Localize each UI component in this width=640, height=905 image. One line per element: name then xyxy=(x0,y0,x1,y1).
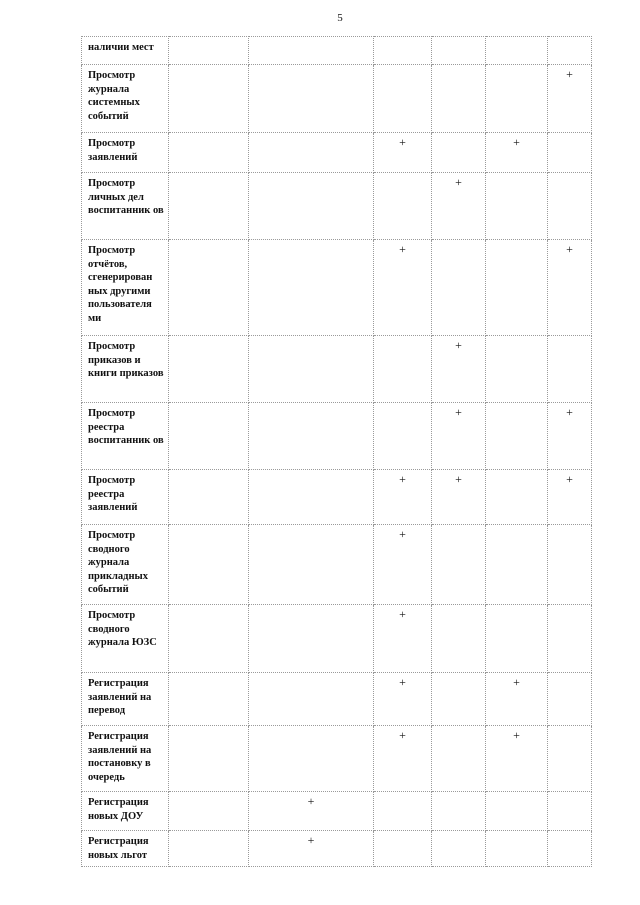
permission-cell xyxy=(169,831,249,867)
permission-cell xyxy=(249,605,374,673)
table-row xyxy=(82,673,592,726)
permission-cell xyxy=(548,37,592,65)
permission-cell: + xyxy=(374,726,432,792)
permission-cell xyxy=(169,133,249,173)
permission-cell xyxy=(432,792,486,831)
table-row xyxy=(82,173,592,240)
permission-cell xyxy=(374,336,432,403)
permission-cell xyxy=(432,726,486,792)
permission-cell xyxy=(249,403,374,470)
table-row xyxy=(82,403,592,470)
permission-cell: + xyxy=(374,470,432,525)
permission-cell xyxy=(486,173,548,240)
permission-cell xyxy=(548,673,592,726)
permission-cell xyxy=(169,726,249,792)
permission-cell: + xyxy=(486,673,548,726)
permission-cell xyxy=(548,525,592,605)
row-name: Регистрация новых ДОУ xyxy=(82,792,169,831)
table-row xyxy=(82,470,592,525)
row-name: Просмотр личных дел воспитанник ов xyxy=(82,173,169,240)
permission-cell xyxy=(432,133,486,173)
permission-cell xyxy=(432,673,486,726)
permission-cell xyxy=(249,240,374,336)
permission-cell xyxy=(169,336,249,403)
permission-cell xyxy=(249,726,374,792)
permission-cell xyxy=(486,831,548,867)
row-name: Просмотр сводного журнала ЮЗС xyxy=(82,605,169,673)
permission-cell xyxy=(249,133,374,173)
permission-cell: + xyxy=(548,240,592,336)
permission-cell xyxy=(486,37,548,65)
permission-cell xyxy=(249,65,374,133)
permission-cell xyxy=(374,37,432,65)
permission-cell xyxy=(169,525,249,605)
permission-cell xyxy=(249,173,374,240)
row-name: Регистрация заявлений на перевод xyxy=(82,673,169,726)
permission-cell xyxy=(169,37,249,65)
permission-cell xyxy=(486,605,548,673)
permission-cell xyxy=(249,673,374,726)
permission-cell xyxy=(486,470,548,525)
permission-cell xyxy=(169,470,249,525)
row-name: Просмотр приказов и книги приказов xyxy=(82,336,169,403)
permission-cell: + xyxy=(374,605,432,673)
permission-cell: + xyxy=(432,336,486,403)
table-row xyxy=(82,831,592,867)
permission-cell xyxy=(374,403,432,470)
permission-cell xyxy=(249,37,374,65)
permission-cell xyxy=(432,65,486,133)
permission-cell: + xyxy=(486,133,548,173)
permission-cell xyxy=(374,792,432,831)
permission-cell xyxy=(169,403,249,470)
table-row xyxy=(82,65,592,133)
row-name: наличии мест xyxy=(82,37,169,65)
permission-cell xyxy=(548,173,592,240)
permission-cell xyxy=(486,403,548,470)
permission-cell xyxy=(169,673,249,726)
permission-cell: + xyxy=(548,470,592,525)
permission-cell xyxy=(432,605,486,673)
table-row xyxy=(82,605,592,673)
permission-cell: + xyxy=(374,240,432,336)
permission-cell: + xyxy=(249,792,374,831)
row-name: Просмотр сводного журнала прикладных событий xyxy=(82,525,169,605)
permission-cell xyxy=(432,240,486,336)
permission-cell xyxy=(249,470,374,525)
permission-cell: + xyxy=(374,525,432,605)
permission-cell xyxy=(169,65,249,133)
permission-cell: + xyxy=(432,173,486,240)
table-row xyxy=(82,792,592,831)
permission-cell: + xyxy=(432,470,486,525)
permission-cell xyxy=(486,792,548,831)
permission-cell xyxy=(374,831,432,867)
permission-cell xyxy=(432,525,486,605)
permission-cell xyxy=(486,525,548,605)
row-name: Регистрация заявлений на постановку в очередь xyxy=(82,726,169,792)
permission-cell xyxy=(548,336,592,403)
permission-cell xyxy=(548,133,592,173)
permission-cell xyxy=(169,792,249,831)
table-row xyxy=(82,133,592,173)
row-name: Просмотр отчётов, сгенерирован ных другими пользователя ми xyxy=(82,240,169,336)
permission-cell xyxy=(548,726,592,792)
row-name: Просмотр журнала системных событий xyxy=(82,65,169,133)
row-name: Просмотр реестра заявлений xyxy=(82,470,169,525)
permission-cell: + xyxy=(374,673,432,726)
permission-cell xyxy=(486,65,548,133)
permission-cell xyxy=(548,831,592,867)
permission-cell xyxy=(169,605,249,673)
permission-cell xyxy=(548,792,592,831)
row-name: Просмотр реестра воспитанник ов xyxy=(82,403,169,470)
permission-cell xyxy=(432,831,486,867)
permission-cell xyxy=(374,65,432,133)
table-row xyxy=(82,37,592,65)
permission-cell: + xyxy=(249,831,374,867)
permission-cell: + xyxy=(486,726,548,792)
permission-cell xyxy=(249,336,374,403)
row-name: Регистрация новых льгот xyxy=(82,831,169,867)
row-name: Просмотр заявлений xyxy=(82,133,169,173)
permission-cell: + xyxy=(548,403,592,470)
permission-cell xyxy=(249,525,374,605)
permission-cell xyxy=(486,336,548,403)
table-row xyxy=(82,240,592,336)
permission-cell: + xyxy=(432,403,486,470)
permission-cell xyxy=(169,240,249,336)
page-number: 5 xyxy=(337,12,343,24)
permission-cell xyxy=(169,173,249,240)
permission-cell: + xyxy=(548,65,592,133)
permission-cell xyxy=(486,240,548,336)
table-row xyxy=(82,336,592,403)
table-row xyxy=(82,525,592,605)
table-row xyxy=(82,726,592,792)
permission-cell xyxy=(432,37,486,65)
permissions-table xyxy=(81,36,592,867)
permission-cell: + xyxy=(374,133,432,173)
permission-cell xyxy=(548,605,592,673)
permission-cell xyxy=(374,173,432,240)
